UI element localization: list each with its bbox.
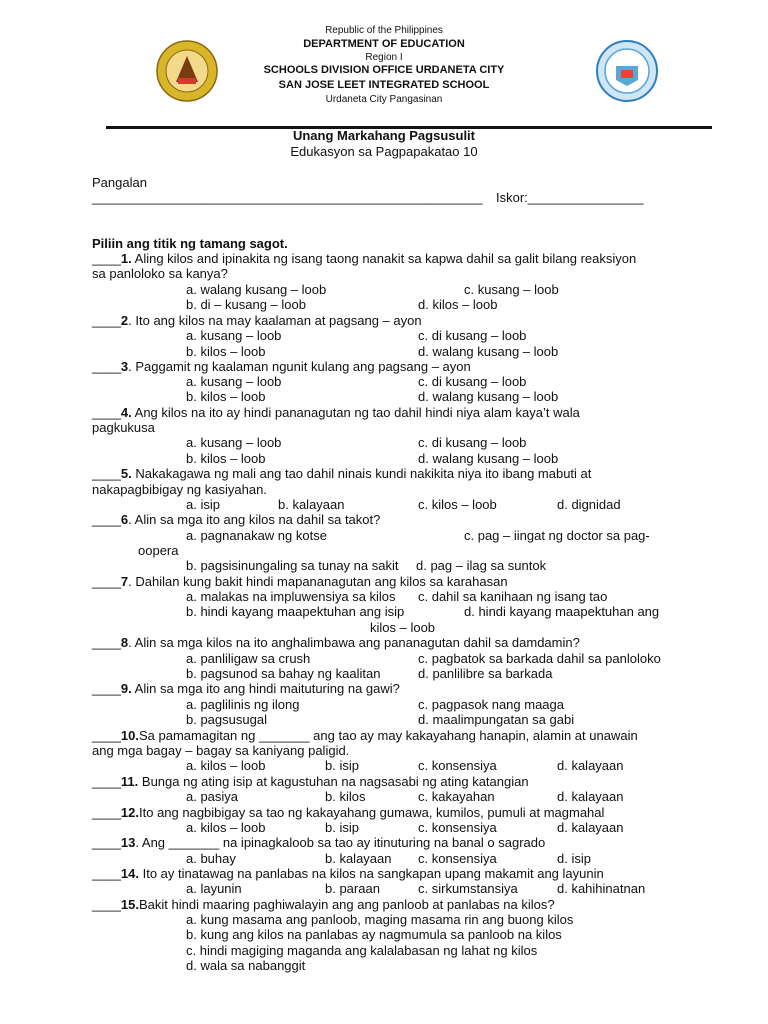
choice-c: c. hindi magiging maganda ang kalalabasan ng lahat ng kilos bbox=[186, 943, 538, 958]
question-5-continuation: nakapagbibigay ng kasiyahan. bbox=[92, 482, 267, 497]
choice-a: a. malakas na impluwensiya sa kilos bbox=[186, 589, 396, 604]
name-blank[interactable]: ______________________________________________________ bbox=[92, 190, 483, 205]
choice-b: b. kalayaan bbox=[325, 851, 392, 866]
exam-subject: Edukasyon sa Pagpapakatao 10 bbox=[290, 144, 478, 159]
question-3 bbox=[92, 359, 471, 374]
choice-d: d. walang kusang – loob bbox=[418, 389, 559, 404]
question-1-continuation: sa panloloko sa kanya? bbox=[92, 266, 228, 281]
choice-a: a. kung masama ang panloob, maging masama rin ang buong kilos bbox=[186, 912, 574, 927]
choice-d: d. walang kusang – loob bbox=[418, 451, 559, 466]
name-label: Pangalan bbox=[92, 175, 147, 190]
choice-d: d. panlilibre sa barkada bbox=[418, 666, 553, 681]
question-text: . Alin sa mga kilos na ito anghalimbawa ang pananagutan dahil sa damdamin? bbox=[128, 635, 580, 650]
answer-blank[interactable]: ____ bbox=[92, 897, 121, 912]
choice-a: a. pasiya bbox=[186, 789, 239, 804]
question-text: . Ito ang kilos na may kaalaman at pagsang – ayon bbox=[128, 313, 422, 328]
choice-a: a. kilos – loob bbox=[186, 820, 266, 835]
question-number: 12. bbox=[120, 805, 139, 820]
choice-d: d. maalimpungatan sa gabi bbox=[418, 712, 575, 727]
question-number: 1. bbox=[120, 251, 132, 266]
choice-c: c. sirkumstansiya bbox=[418, 881, 518, 896]
question-number: 2 bbox=[120, 313, 129, 328]
choice-d: d. isip bbox=[557, 851, 591, 866]
choice-a: a. pagnanakaw ng kotse bbox=[186, 528, 327, 543]
choice-d-continuation: kilos – loob bbox=[370, 620, 436, 635]
choice-b: b. kilos bbox=[325, 789, 366, 804]
question-7 bbox=[92, 574, 508, 589]
question-text: . Ang _______ na ipinagkaloob sa tao ay itinuturing na banal o sagrado bbox=[135, 835, 546, 850]
choice-b: b. di – kusang – loob bbox=[186, 297, 306, 312]
question-14 bbox=[92, 866, 604, 881]
choice-d: d. pag – ilag sa suntok bbox=[416, 558, 547, 573]
question-text: Ang kilos na ito ay hindi pananagutan ng tao dahil hindi niya alam kaya’t wala bbox=[131, 405, 580, 420]
choice-b: b. kilos – loob bbox=[186, 451, 266, 466]
choice-d: d. walang kusang – loob bbox=[418, 344, 559, 359]
choice-c: c. konsensiya bbox=[418, 758, 497, 773]
question-text: . Alin sa mga ito ang kilos na dahil sa takot? bbox=[128, 512, 381, 527]
choice-b: b. kilos – loob bbox=[186, 389, 266, 404]
question-number: 13 bbox=[120, 835, 136, 850]
question-text: . Paggamit ng kaalaman ngunit kulang ang pagsang – ayon bbox=[128, 359, 471, 374]
question-text: . Dahilan kung bakit hindi mapananagutan ang kilos sa karahasan bbox=[128, 574, 508, 589]
choice-c: c. di kusang – loob bbox=[418, 328, 527, 343]
republic-label: Republic of the Philippines bbox=[325, 25, 443, 36]
question-number: 11. bbox=[120, 774, 139, 789]
choice-a: a. buhay bbox=[186, 851, 236, 866]
choice-d: d. kahihinatnan bbox=[557, 881, 646, 896]
choice-a: a. panliligaw sa crush bbox=[186, 651, 311, 666]
question-number: 9. bbox=[120, 681, 132, 696]
question-text: Nakakagawa ng mali ang tao dahil ninais kundi nakikita niya ito ibang mabuti at bbox=[131, 466, 592, 481]
exam-title: Unang Markahang Pagsusulit bbox=[292, 128, 476, 143]
score-field[interactable]: Iskor:________________ bbox=[496, 190, 644, 205]
question-number: 15. bbox=[120, 897, 139, 912]
question-text: Alin sa mga ito ang hindi maituturing na gawi? bbox=[131, 681, 400, 696]
choice-c: c. konsensiya bbox=[418, 851, 497, 866]
question-4 bbox=[92, 405, 580, 420]
choice-c: c. dahil sa kanihaan ng isang tao bbox=[418, 589, 608, 604]
choice-d: d. dignidad bbox=[557, 497, 621, 512]
choice-c: c. kakayahan bbox=[418, 789, 495, 804]
choice-a: a. kusang – loob bbox=[186, 328, 282, 343]
answer-blank[interactable]: ____ bbox=[92, 574, 121, 589]
question-12 bbox=[92, 805, 604, 820]
division-label: SCHOOLS DIVISION OFFICE URDANETA CITY bbox=[263, 64, 505, 76]
school-name: SAN JOSE LEET INTEGRATED SCHOOL bbox=[278, 79, 490, 91]
instructions: Piliin ang titik ng tamang sagot. bbox=[92, 236, 288, 251]
question-13 bbox=[92, 835, 545, 850]
choice-a: a. kusang – loob bbox=[186, 435, 282, 450]
choice-d: d. wala sa nabanggit bbox=[186, 958, 306, 973]
question-1 bbox=[92, 251, 636, 266]
question-number: 7 bbox=[120, 574, 129, 589]
choice-c: c. kusang – loob bbox=[464, 282, 559, 297]
question-9 bbox=[92, 681, 400, 696]
choice-c-continuation: oopera bbox=[138, 543, 179, 558]
question-text: Aling kilos and ipinakita ng isang taong nanakit sa kapwa dahil sa galit bilang reaksiyon bbox=[131, 251, 637, 266]
answer-blank[interactable]: ____ bbox=[92, 728, 121, 743]
department-label: DEPARTMENT OF EDUCATION bbox=[303, 38, 465, 50]
choice-c: c. di kusang – loob bbox=[418, 435, 527, 450]
answer-blank[interactable]: ____ bbox=[92, 866, 121, 881]
answer-blank[interactable]: ____ bbox=[92, 251, 121, 266]
answer-blank[interactable]: ____ bbox=[92, 681, 121, 696]
choice-d: d. hindi kayang maapektuhan ang bbox=[464, 604, 660, 619]
choice-b: b. kalayaan bbox=[278, 497, 345, 512]
question-text: Bakit hindi maaring paghiwalayin ang ang panloob at panlabas na kilos? bbox=[139, 897, 555, 912]
choice-b: b. pagsisinungaling sa tunay na sakit bbox=[186, 558, 399, 573]
question-number: 14. bbox=[120, 866, 139, 881]
choice-c: c. kilos – loob bbox=[418, 497, 497, 512]
answer-blank[interactable]: ____ bbox=[92, 835, 121, 850]
choice-c: c. di kusang – loob bbox=[418, 374, 527, 389]
question-text: Bunga ng ating isip at kagustuhan na nagsasabi ng ating katangian bbox=[138, 774, 529, 789]
choice-c: c. konsensiya bbox=[418, 820, 497, 835]
choice-a: a. kusang – loob bbox=[186, 374, 282, 389]
question-4-continuation: pagkukusa bbox=[92, 420, 155, 435]
answer-blank[interactable]: ____ bbox=[92, 512, 121, 527]
choice-d: d. kalayaan bbox=[557, 820, 624, 835]
question-number: 5. bbox=[120, 466, 132, 481]
question-10 bbox=[92, 728, 638, 743]
choice-d: d. kilos – loob bbox=[418, 297, 498, 312]
choice-a: a. paglilinis ng ilong bbox=[186, 697, 300, 712]
choice-b: b. kilos – loob bbox=[186, 344, 266, 359]
choice-b: b. paraan bbox=[325, 881, 380, 896]
question-15 bbox=[92, 897, 555, 912]
question-number: 4. bbox=[120, 405, 132, 420]
choice-b: b. isip bbox=[325, 758, 359, 773]
choice-c: c. pagpasok nang maaga bbox=[418, 697, 564, 712]
answer-blank[interactable]: ____ bbox=[92, 405, 121, 420]
question-number: 10. bbox=[120, 728, 139, 743]
answer-blank[interactable]: ____ bbox=[92, 805, 121, 820]
answer-blank[interactable]: ____ bbox=[92, 466, 121, 481]
question-number: 3 bbox=[120, 359, 129, 374]
choice-a: a. layunin bbox=[186, 881, 242, 896]
choice-d: d. kalayaan bbox=[557, 758, 624, 773]
answer-blank[interactable]: ____ bbox=[92, 774, 121, 789]
choice-b: b. kung ang kilos na panlabas ay nagmumula sa panloob na kilos bbox=[186, 927, 562, 942]
choice-a: a. walang kusang – loob bbox=[186, 282, 327, 297]
answer-blank[interactable]: ____ bbox=[92, 313, 121, 328]
choice-d: d. kalayaan bbox=[557, 789, 624, 804]
choice-c: c. pagbatok sa barkada dahil sa panloloko bbox=[418, 651, 661, 666]
choice-b: b. isip bbox=[325, 820, 359, 835]
question-text: Ito ay tinatawag na panlabas na kilos na sangkapan upang makamit ang layunin bbox=[139, 866, 604, 881]
region-label: Region I bbox=[365, 52, 403, 63]
school-address: Urdaneta City Pangasinan bbox=[325, 94, 443, 105]
choice-b: b. hindi kayang maapektuhan ang isip bbox=[186, 604, 405, 619]
question-number: 6 bbox=[120, 512, 129, 527]
question-text: Sa pamamagitan ng _______ ang tao ay may kakayahang hanapin, alamin at unawain bbox=[139, 728, 638, 743]
question-10-continuation: ang mga bagay – bagay sa kaniyang paligid. bbox=[92, 743, 350, 758]
choice-a: a. isip bbox=[186, 497, 220, 512]
choice-b: b. pagsusugal bbox=[186, 712, 267, 727]
choice-a: a. kilos – loob bbox=[186, 758, 266, 773]
question-5 bbox=[92, 466, 591, 481]
question-text: Ito ang nagbibigay sa tao ng kakayahang gumawa, kumilos, pumuli at magmahal bbox=[139, 805, 605, 820]
choice-b: b. pagsunod sa bahay ng kaalitan bbox=[186, 666, 381, 681]
answer-blank[interactable]: ____ bbox=[92, 359, 121, 374]
question-2 bbox=[92, 313, 422, 328]
answer-blank[interactable]: ____ bbox=[92, 635, 121, 650]
question-number: 8 bbox=[120, 635, 129, 650]
question-6 bbox=[92, 512, 380, 527]
question-11 bbox=[92, 774, 529, 789]
choice-c: c. pag – iingat ng doctor sa pag- bbox=[464, 528, 650, 543]
question-8 bbox=[92, 635, 580, 650]
